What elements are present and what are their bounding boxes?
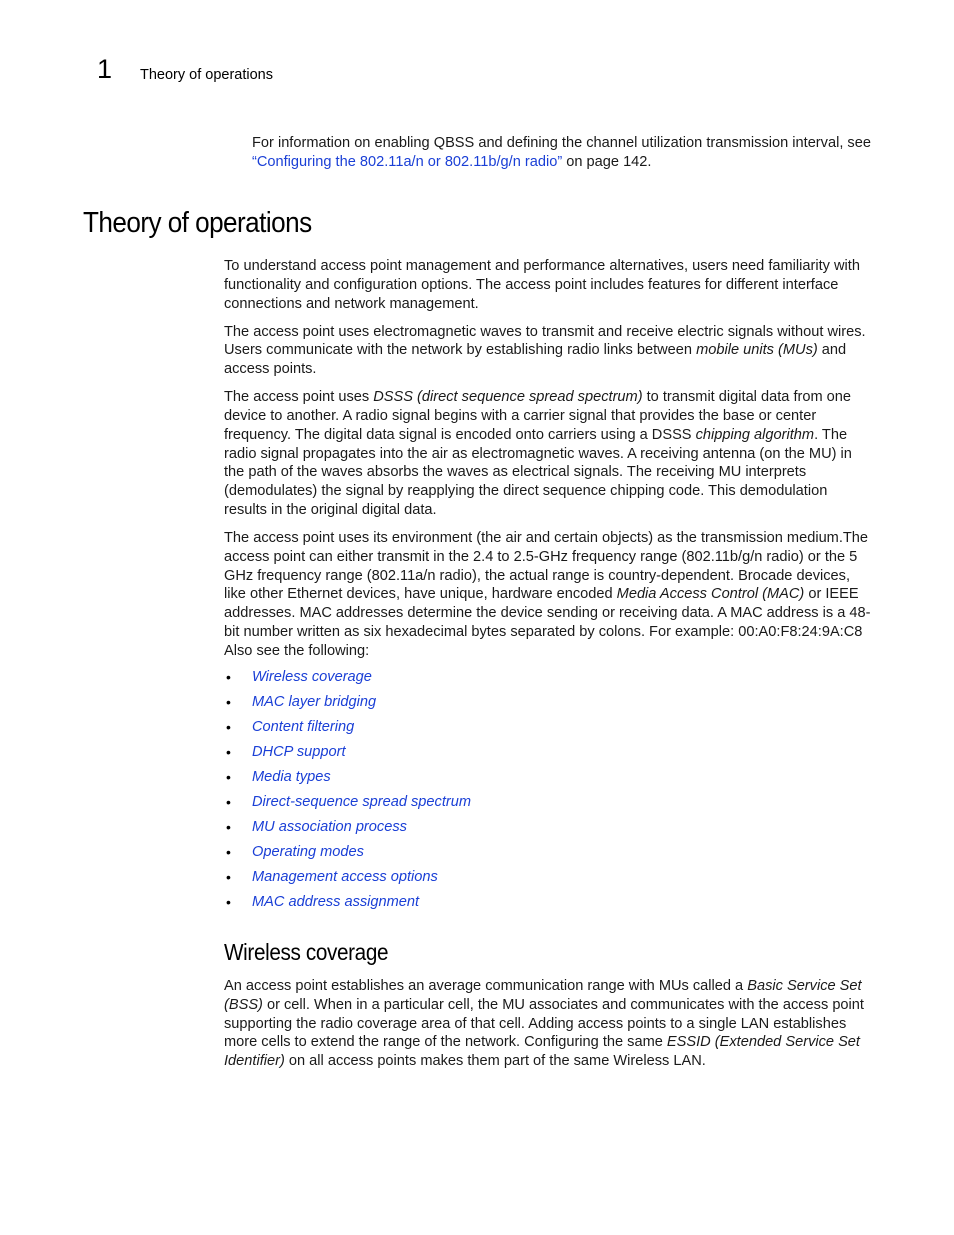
link-mac-layer-bridging[interactable]: MAC layer bridging [252,694,377,710]
link-content-filtering[interactable]: Content filtering [252,719,355,735]
paragraph-3 [224,388,872,520]
link-mu-association-process[interactable]: MU association process [252,819,407,835]
wc-emphasis-2: ESSID (Extended Service Set Identifier) [224,1034,860,1070]
configuring-radio-link[interactable]: “Configuring the 802.11a/n or 802.11b/g/n radio” [252,154,563,170]
running-header-title: Theory of operations [140,67,273,83]
p2-text-b: and access points. [224,342,847,378]
intro-paragraph [252,134,872,172]
p4-text-b: or IEEE addresses. MAC addresses determine the device sending or receiving data. A MAC address is a 48-bit number written as six hexadecimal bytes separated by colons. For example: 00:A0:F8:24:9A:C8 Also see the following: [224,586,871,659]
section-body [224,257,872,670]
bullet-icon: • [226,894,231,910]
list-item [224,867,471,892]
list-item [224,692,471,717]
p4-emphasis: Media Access Control (MAC) [616,586,805,603]
list-item [224,767,471,792]
link-wireless-coverage[interactable]: Wireless coverage [252,669,372,685]
bullet-icon: • [226,669,231,685]
see-also-list [224,667,471,917]
bullet-icon: • [226,719,231,735]
list-item [224,667,471,692]
list-item [224,717,471,742]
bullet-icon: • [226,694,231,710]
subsection-heading: Wireless coverage [224,939,389,965]
list-item [224,892,471,917]
p4-text-a: The access point uses its environment (the air and certain objects) as the transmission medium.The access point can either transmit in the 2.4 to 2.5-GHz frequency range (802.11b/g/n radio) or the 5 GHz frequency range (802.11a/n radio), the actual range is country-dependent. Brocade devices, like other Ethernet devices, have unique, hardware encoded [224,529,869,603]
bullet-icon: • [226,769,231,785]
wireless-coverage-paragraph [224,977,872,1071]
link-direct-sequence-spread-spectrum[interactable]: Direct-sequence spread spectrum [252,794,472,810]
bullet-icon: • [226,794,231,810]
p2-emphasis: mobile units (MUs) [696,342,818,359]
link-dhcp-support[interactable]: DHCP support [252,744,346,760]
section-heading: Theory of operations [83,207,312,239]
paragraph-4 [224,529,872,661]
chapter-number: 1 [97,54,113,84]
p3-emphasis-1: DSSS (direct sequence spread spectrum) [373,389,643,406]
bullet-icon: • [226,844,231,860]
intro-text-before: For information on enabling QBSS and defining the channel utilization transmission interval, see [252,135,871,151]
p3-text-b: to transmit digital data from one device to another. A radio signal begins with a carrier signal that provides the base or center frequency. The digital data signal is encoded onto carriers using a DSSS [224,389,852,443]
paragraph-2 [224,323,872,379]
link-operating-modes[interactable]: Operating modes [252,844,364,860]
intro-text-after: on page 142. [562,154,652,170]
wc-text-a: An access point establishes an average communication range with MUs called a [224,978,748,994]
p3-emphasis-2: chipping algorithm [695,426,815,443]
list-item [224,792,471,817]
subsection-body [224,977,872,1071]
paragraph-1: To understand access point management and performance alternatives, users need familiarity with functionality and configuration options. The access point includes features for different interface connections and network management. [224,258,860,312]
bullet-icon: • [226,819,231,835]
p3-text-a: The access point uses [224,389,374,406]
bullet-icon: • [226,744,231,760]
bullet-icon: • [226,869,231,885]
link-media-types[interactable]: Media types [252,769,331,785]
p2-text-a: The access point uses electromagnetic waves to transmit and receive electric signals without wires. Users communicate with the network by establishing radio links between [224,323,866,359]
list-item [224,742,471,767]
list-item [224,842,471,867]
wc-text-c: on all access points makes them part of the same Wireless LAN. [284,1053,706,1070]
wc-emphasis-1: Basic Service Set (BSS) [224,978,862,1013]
wc-text-b: or cell. When in a particular cell, the MU associates and communicates with the access point supporting the radio coverage area of that cell. Adding access points to a single LAN establishes more cells to extend the range of the network. Configuring the same [224,996,864,1051]
link-mac-address-assignment[interactable]: MAC address assignment [252,894,420,910]
list-item [224,817,471,842]
p3-text-c: . The radio signal propagates into the air as electromagnetic waves. A receiving antenna (on the MU) in the path of the waves absorbs the waves as electrical signals. The receiving MU interprets (demodulates) the signal by reapplying the direct sequence chipping code. This demodulation results in the original digital data. [224,426,852,518]
link-management-access-options[interactable]: Management access options [252,869,438,885]
